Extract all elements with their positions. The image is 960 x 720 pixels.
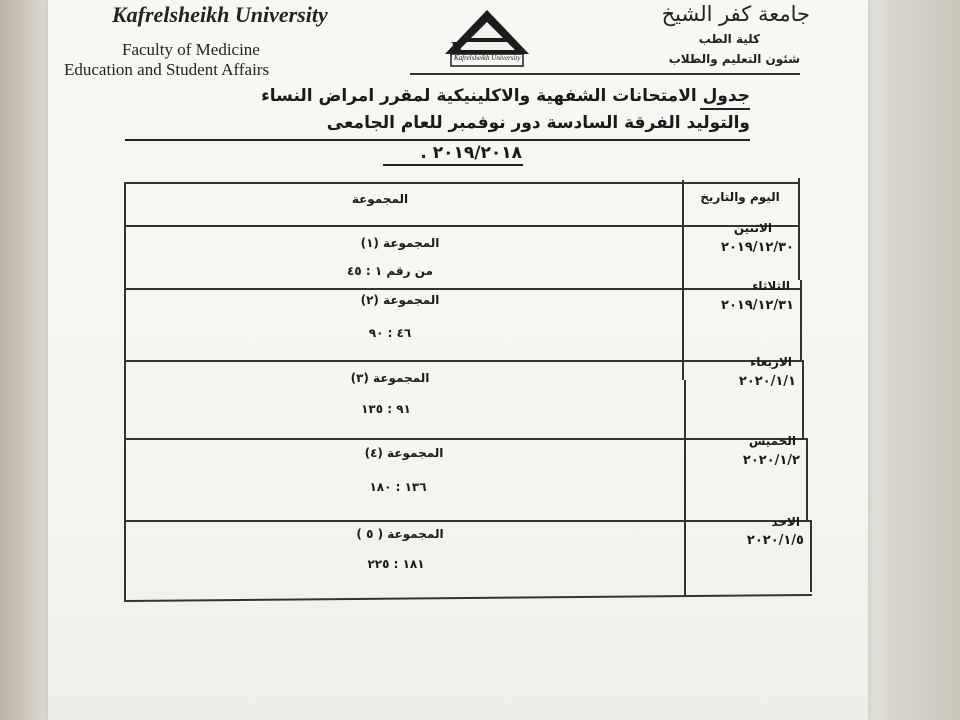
university-name-ar: جامعة كفر الشيخ — [661, 2, 810, 26]
header-divider — [410, 73, 800, 75]
row-5-range: ١٨١ : ٢٢٥ — [367, 557, 425, 571]
title-underline-2 — [125, 139, 750, 141]
row-2-date: ٢٠١٩/١٢/٣١ — [721, 298, 794, 313]
title-line-1: جدول الامتحانات الشفهية والاكلينيكية لمقرر امراض النساء — [261, 86, 750, 106]
faculty-name-en: Faculty of Medicine — [122, 40, 260, 59]
title-line-3: ٢٠١٩/٢٠١٨ . — [420, 143, 522, 163]
title-line-2: والتوليد الفرقة السادسة دور نوفمبر للعام الجامعى — [326, 113, 750, 133]
title-underline-1 — [700, 108, 750, 110]
row-4-date: ٢٠٢٠/١/٢ — [742, 453, 800, 468]
row-3-range: ٩١ : ١٣٥ — [361, 402, 411, 416]
row-3-day: الاربعاء — [750, 355, 792, 369]
row-3-group: المجموعة (٣) — [350, 371, 430, 385]
row-1-date: ٢٠١٩/١٢/٣٠ — [721, 240, 794, 255]
row-2-range: ٤٦ : ٩٠ — [368, 326, 412, 340]
affairs-name-ar: شئون التعليم والطلاب — [668, 52, 800, 66]
row-2-group: المجموعة (٢) — [360, 293, 440, 307]
row-3-date: ٢٠٢٠/١/١ — [738, 374, 796, 389]
faculty-name-ar: كلية الطب — [698, 32, 760, 46]
row-1-range: من رقم ١ : ٤٥ — [347, 264, 433, 278]
row-5-day: الاحد — [771, 515, 800, 529]
header-group: المجموعة — [351, 192, 409, 206]
row-4-group: المجموعة (٤) — [364, 446, 444, 460]
row-5-group: المجموعة ( ٥ ) — [356, 527, 444, 541]
row-2-day: الثلاثاء — [752, 279, 790, 293]
row-1-group: المجموعة (١) — [360, 236, 440, 250]
row-4-range: ١٣٦ : ١٨٠ — [369, 480, 427, 494]
row-5-date: ٢٠٢٠/١/٥ — [746, 533, 804, 548]
university-logo-icon — [437, 8, 537, 72]
header-day-date: اليوم والتاريخ — [700, 190, 780, 204]
row-1-day: الاثنين — [733, 221, 772, 235]
row-4-day: الخميس — [748, 434, 796, 448]
title-underline-3 — [383, 164, 523, 166]
university-name-en: Kafrelsheikh University — [112, 2, 328, 27]
logo-caption: Kafrelsheikh University — [454, 54, 521, 62]
svg-text:K: K — [451, 38, 466, 58]
affairs-name-en: Education and Student Affairs — [64, 60, 270, 79]
